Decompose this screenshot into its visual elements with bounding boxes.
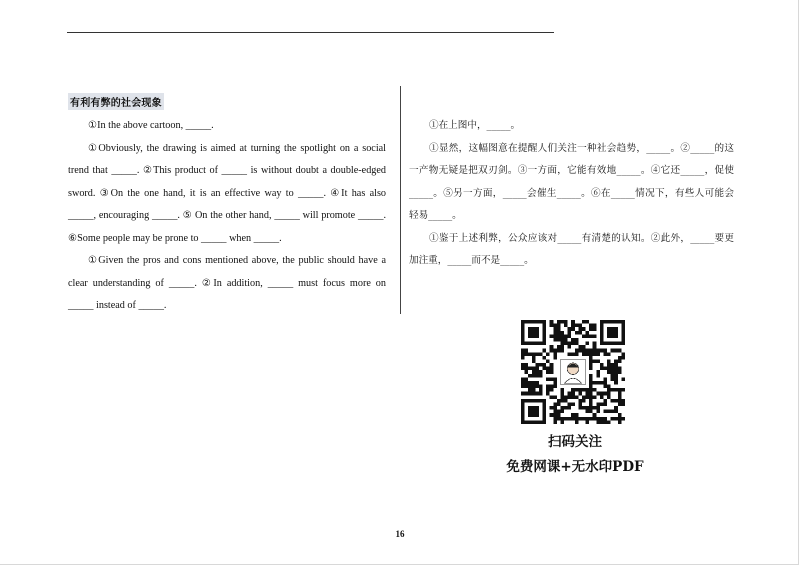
avatar-icon	[560, 359, 585, 384]
qr-caption-follow: 扫码关注	[548, 434, 602, 450]
chinese-column	[409, 115, 734, 273]
chinese-paragraph-1: ①在上图中，_____。	[429, 120, 521, 131]
page-number: 16	[395, 529, 405, 539]
english-paragraph-1: ①In the above cartoon, _____.	[88, 120, 214, 131]
section-heading: 有利有弊的社会现象	[68, 93, 164, 110]
english-paragraph-2: ①Obviously, the drawing is aimed at turning the spotlight on a social trend that _____. ②This product of _____ is without doubt a double-edged sword. ③On the one hand, it is an effective way to _____. ④It has also _____, encouraging _____. ⑤ On the other hand, _____ will promote _____. ⑥Some people may be prone to _____ when _____.	[68, 142, 386, 244]
english-paragraph-3: ①Given the pros and cons mentioned above, the public should have a clear understanding of _____. ②In addition, _____ must focus more on _____ instead of _____.	[68, 255, 386, 311]
chinese-paragraph-3: ①鉴于上述利弊，公众应该对_____有清楚的认知。②此外，_____要更加注重，_____而不是_____。	[409, 232, 734, 266]
qr-code[interactable]	[521, 320, 625, 424]
english-column	[68, 115, 386, 318]
chinese-paragraph-2: ①显然，这幅图意在提醒人们关注一种社会趋势，_____。②_____的这一产物无疑是把双刃剑。③一方面，它能有效地_____。④它还_____，促使_____。⑤另一方面，_____会催生_____。⑥在_____情况下，有些人可能会轻易_____。	[409, 142, 734, 221]
qr-caption-free-course: 免费网课+无水印PDF	[506, 459, 644, 475]
top-rule	[67, 32, 554, 33]
column-divider	[400, 86, 401, 314]
